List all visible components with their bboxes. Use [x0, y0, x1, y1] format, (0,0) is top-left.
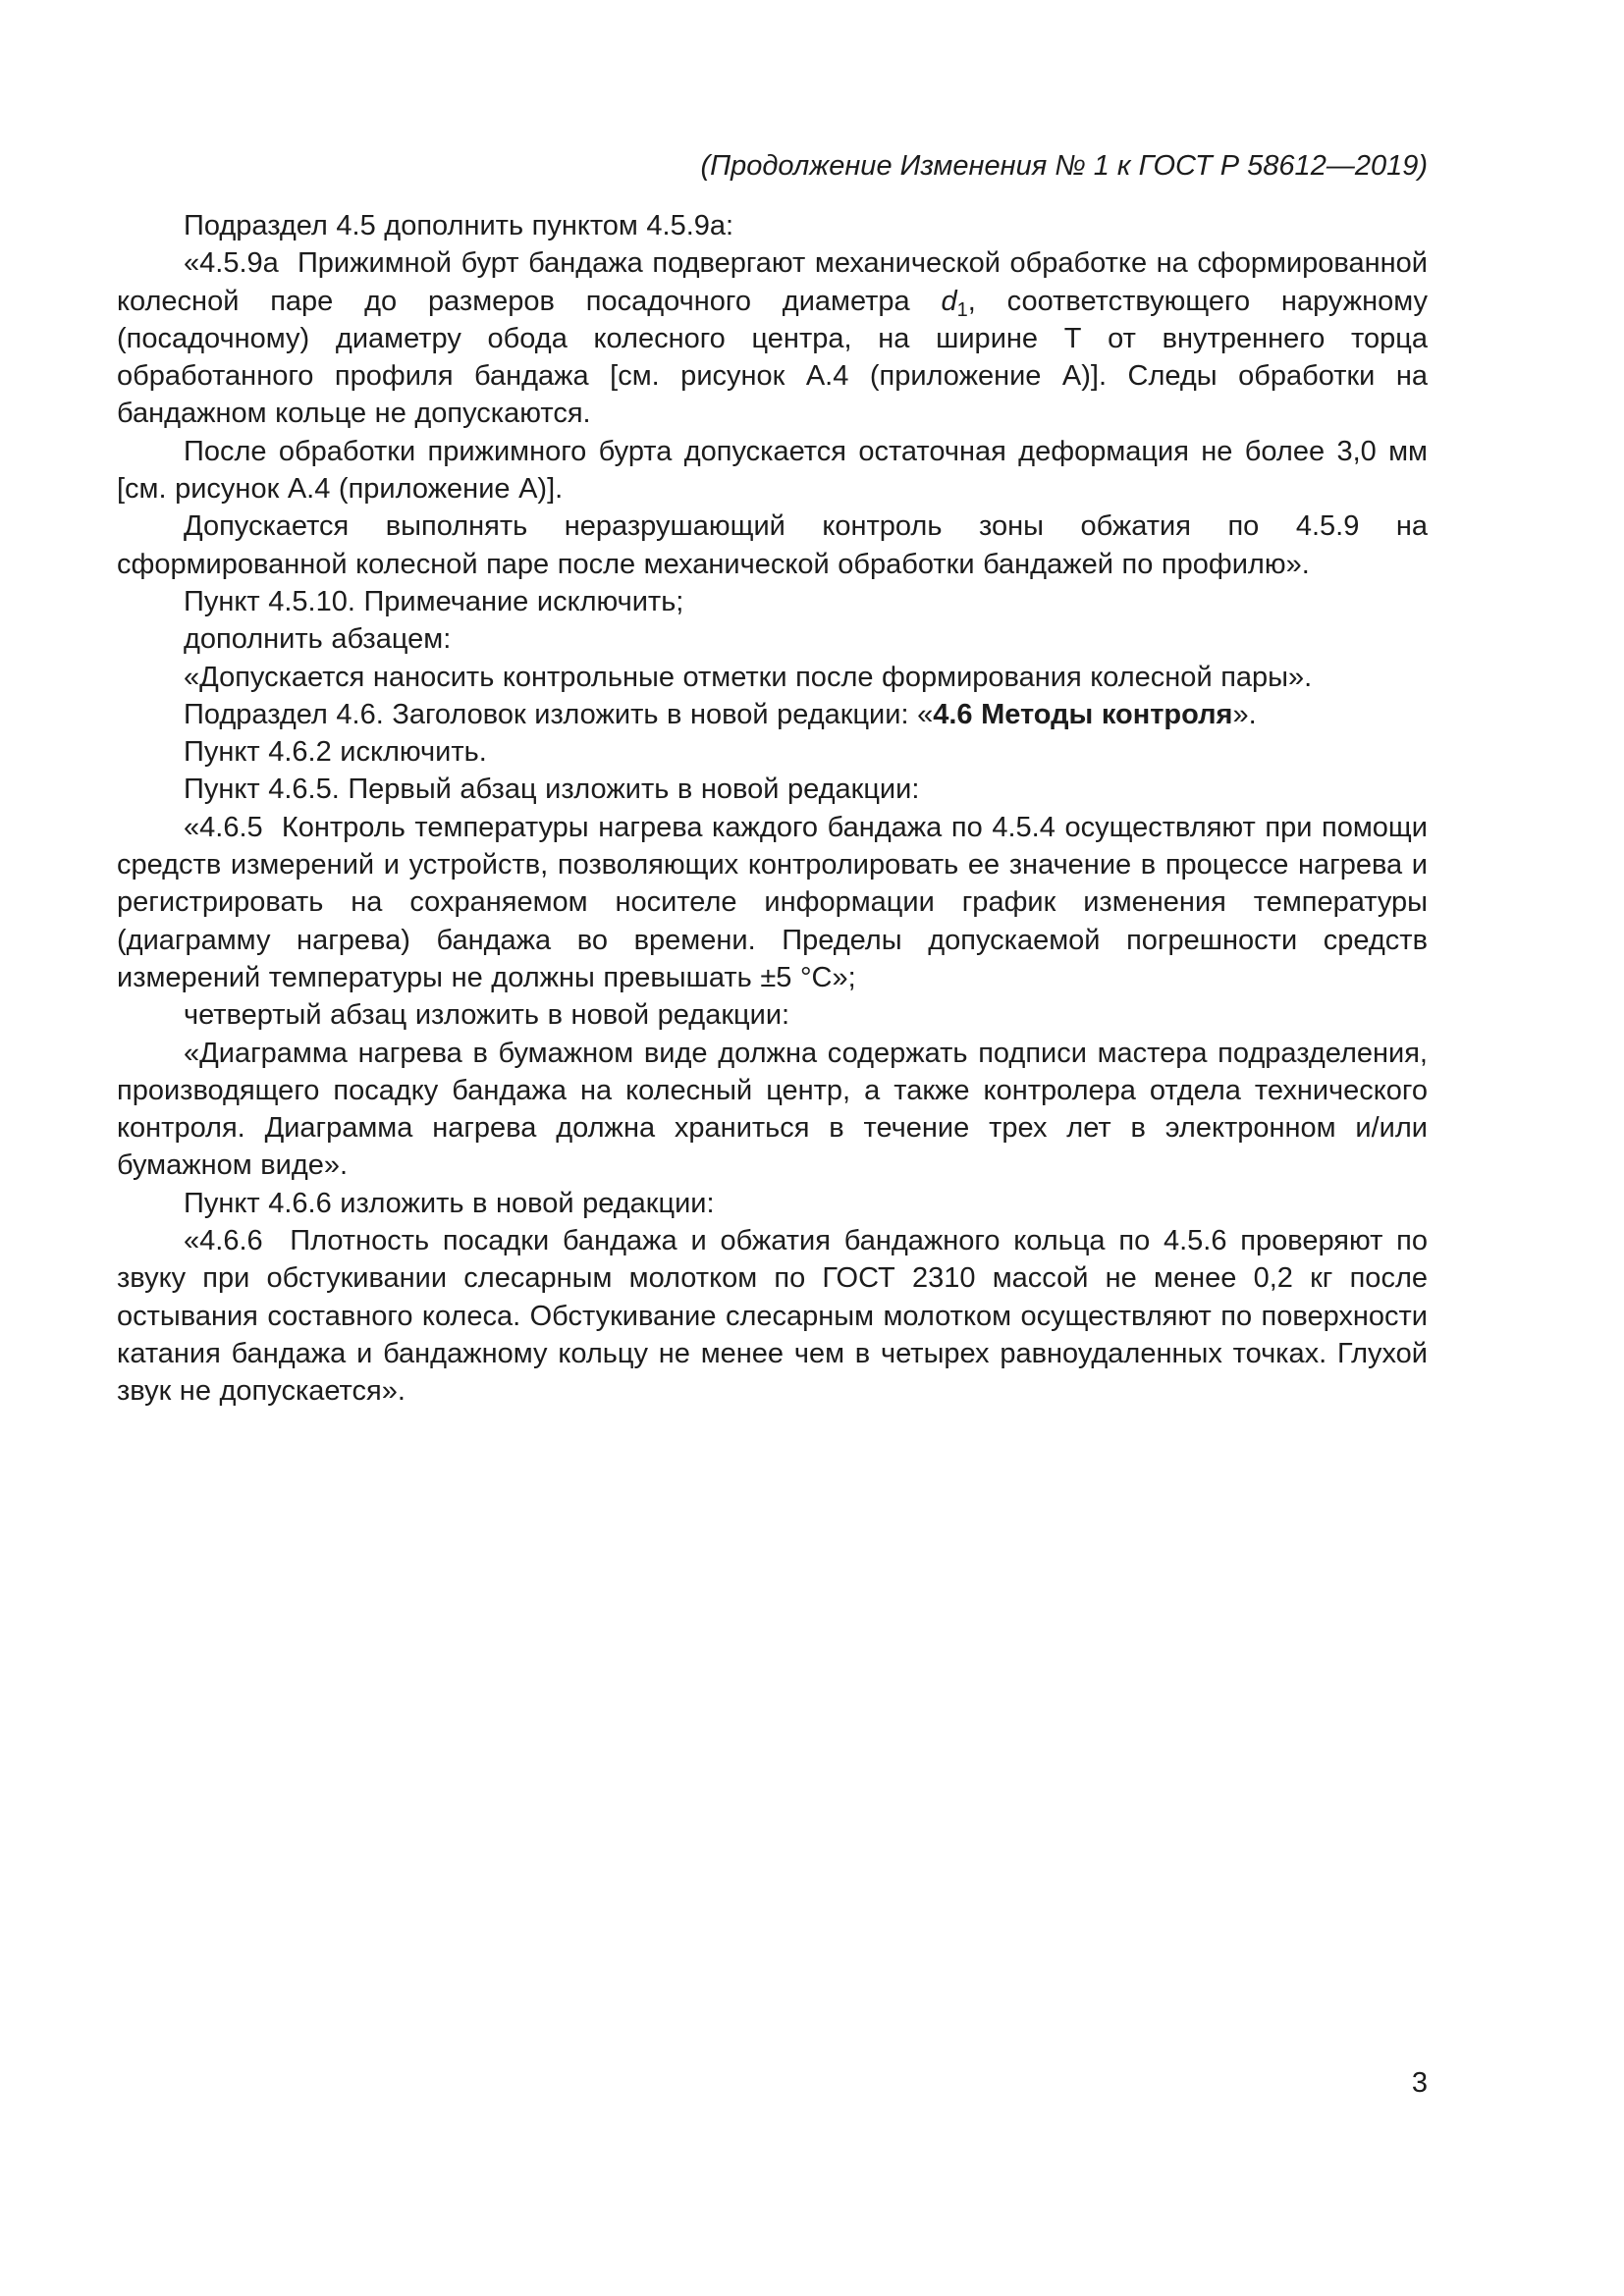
- paragraph: [117, 996, 1428, 1034]
- text-run: дополнить абзацем:: [184, 623, 452, 656]
- text-run-bold: 4.6 Методы контроля: [933, 698, 1233, 730]
- paragraph: [117, 809, 1428, 996]
- text-run: После обработки прижимного бурта допускается остаточная деформация не более 3,0 мм [см. рисунок А.4 (приложение А)].: [117, 435, 1428, 506]
- text-run: «4.6.6 Плотность посадки бандажа и обжатия бандажного кольца по 4.5.6 проверяют по звуку при обстукивании слесарным молотком по ГОСТ 2310 массой не менее 0,2 кг после остывания составного колеса. Обстукивание слесарным молотком осуществляют по поверхности катания бандажа и бандажному кольцу не менее чем в четырех равноудаленных точках. Глухой звук не допускается».: [117, 1225, 1428, 1408]
- text-run-italic: d: [941, 285, 957, 317]
- text-run-sub: 1: [956, 298, 968, 321]
- paragraph: [117, 1222, 1428, 1410]
- page-number: 3: [1411, 2067, 1428, 2099]
- paragraph: [117, 620, 1428, 658]
- text-run: «Допускается наносить контрольные отметки после формирования колесной пары».: [184, 661, 1313, 693]
- text-run: Пункт 4.5.10. Примечание исключить;: [184, 585, 684, 617]
- paragraph: [117, 733, 1428, 771]
- text-run: Пункт 4.6.2 исключить.: [184, 736, 487, 769]
- text-run: Подраздел 4.6. Заголовок изложить в новой редакции: «: [184, 698, 934, 730]
- text-run: ».: [1232, 698, 1257, 730]
- text-run: «Диаграмма нагрева в бумажном виде должна содержать подписи мастера подразделения, производящего посадку бандажа на колесный центр, а также контролера отдела технического контроля. Диаграмма нагрева должна храниться в течение трех лет в электронном и/или бумажном виде».: [117, 1037, 1428, 1182]
- paragraph: [117, 244, 1428, 432]
- text-run: четвертый абзац изложить в новой редакции:: [184, 999, 790, 1032]
- text-run: Подраздел 4.5 дополнить пунктом 4.5.9а:: [184, 210, 734, 241]
- text-run: Допускается выполнять неразрушающий контроль зоны обжатия по 4.5.9 на сформированной колесной паре после механической обработки бандажей по профилю».: [117, 510, 1428, 580]
- running-header: (Продолжение Изменения № 1 к ГОСТ Р 58612—2019): [700, 150, 1428, 182]
- paragraph: [117, 507, 1428, 583]
- paragraph: [117, 771, 1428, 808]
- text-run: «4.5.9а Прижимной бурт бандажа подвергают механической обработке на сформированной колесной паре до размеров посадочного диаметра: [117, 247, 1428, 317]
- paragraph: [117, 659, 1428, 696]
- paragraph: [117, 433, 1428, 508]
- text-run: , соответствующего наружному (посадочному) диаметру обода колесного центра, на ширине Т от внутреннего торца обработанного профиля бандажа [см. рисунок А.4 (приложение А)]. Следы обработки на бандажном кольце не допускаются.: [117, 285, 1429, 430]
- paragraph: [117, 583, 1428, 620]
- text-run: «4.6.5 Контроль температуры нагрева каждого бандажа по 4.5.4 осуществляют при помощи средств измерений и устройств, позволяющих контролировать ее значение в процессе нагрева и регистрировать на сохраняемом носителе информации график изменения температуры (диаграмму нагрева) бандажа во времени. Пределы допускаемой погрешности средств измерений температуры не должны превышать ±5 °С»;: [117, 811, 1428, 993]
- text-run: Пункт 4.6.6 изложить в новой редакции:: [184, 1187, 715, 1219]
- paragraph: [117, 207, 1428, 244]
- paragraph: [117, 1185, 1428, 1222]
- text-run: Пункт 4.6.5. Первый абзац изложить в новой редакции:: [184, 774, 920, 806]
- paragraph: [117, 1035, 1428, 1185]
- document-body: [117, 207, 1428, 1411]
- paragraph: [117, 696, 1428, 733]
